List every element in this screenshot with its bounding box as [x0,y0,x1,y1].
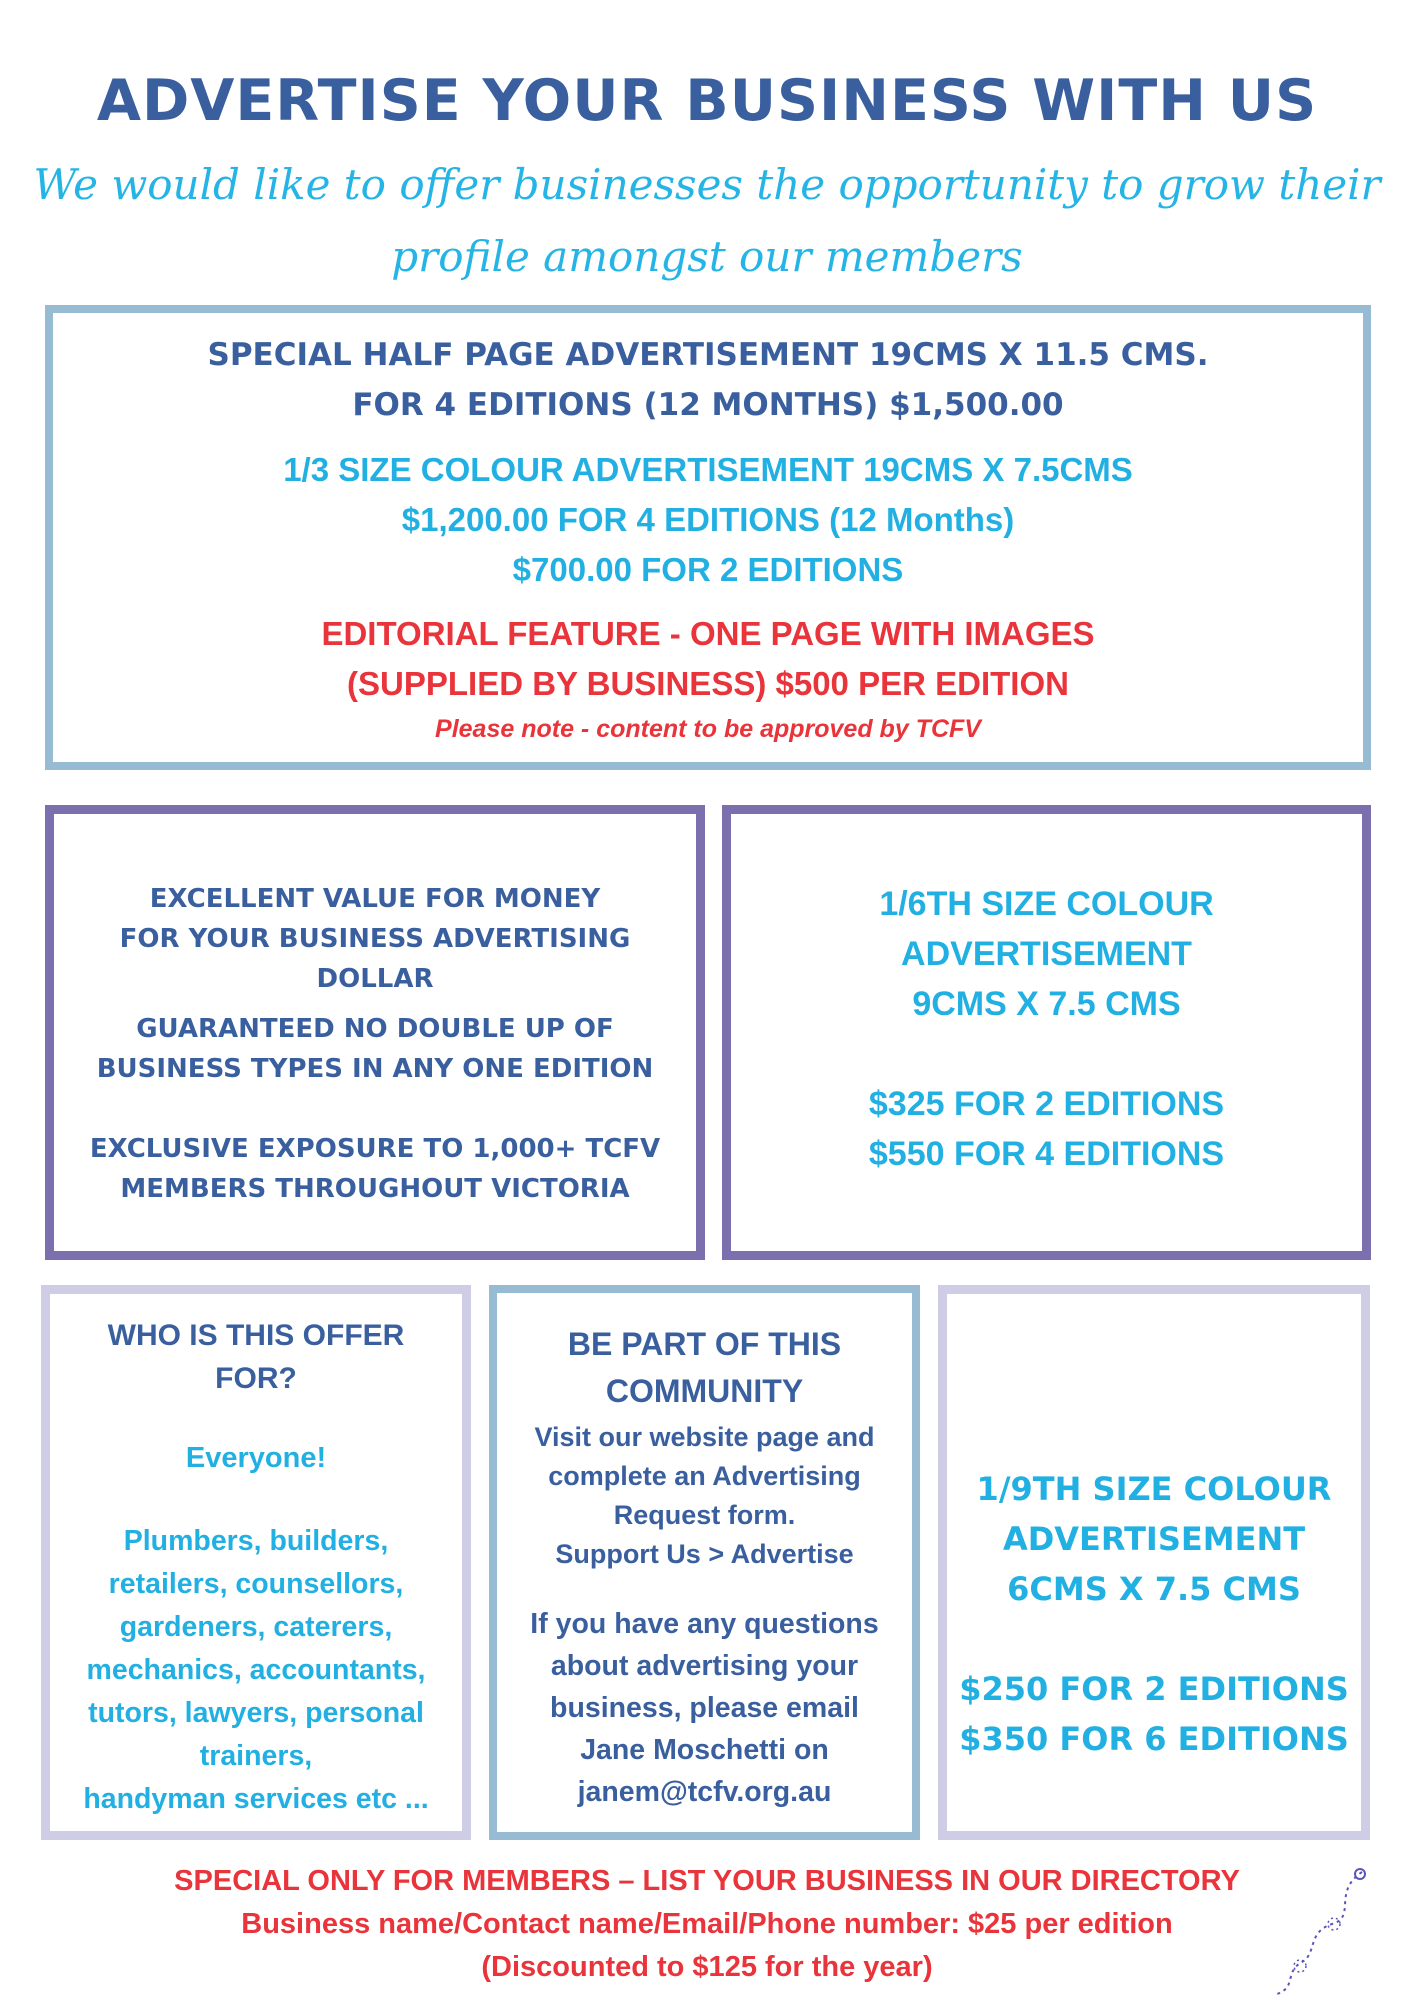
community-visit-line: complete an Advertising [548,1461,861,1491]
ninth-line-2: ADVERTISEMENT [1002,1520,1306,1558]
sixth-line-2: ADVERTISEMENT [901,935,1192,973]
sixth-line-1: 1/6TH SIZE COLOUR [879,885,1214,923]
community-question-line: about advertising your [550,1650,859,1682]
editorial-feature: EDITORIAL FEATURE - ONE PAGE WITH IMAGES [321,615,1095,652]
pricing-box-main [45,305,1371,770]
value-line-5: BUSINESS TYPES IN ANY ONE EDITION [96,1054,654,1084]
ninth-price-2: $350 FOR 6 EDITIONS [959,1720,1349,1758]
community-visit-line: Visit our website page and [534,1422,875,1452]
value-line-4: GUARANTEED NO DOUBLE UP OF [136,1014,614,1044]
sixth-price-2: $550 FOR 4 EDITIONS [868,1135,1225,1173]
who-box [41,1285,471,1840]
footer-discount: (Discounted to $125 for the year) [481,1951,933,1983]
who-everyone: Everyone! [185,1442,327,1474]
who-list-item: trainers, [199,1740,313,1772]
community-visit-line: Request form. [613,1500,796,1530]
community-box [489,1285,920,1840]
half-page-price: FOR 4 EDITIONS (12 MONTHS) $1,500.00 [352,387,1064,423]
who-list-item: mechanics, accountants, [86,1654,426,1686]
community-question-line: If you have any questions [530,1608,879,1640]
sixth-size-box [722,805,1371,1260]
community-question-line: business, please email [550,1692,859,1724]
footer-details: Business name/Contact name/Email/Phone number: $25 per edition [241,1908,1173,1940]
page-title: ADVERTISE YOUR BUSINESS WITH US [96,68,1318,134]
community-heading-1: BE PART OF THIS [567,1326,842,1362]
ninth-size-box [938,1285,1370,1840]
ninth-line-1: 1/9TH SIZE COLOUR [976,1470,1332,1508]
ninth-price-1: $250 FOR 2 EDITIONS [959,1670,1349,1708]
footer-special: SPECIAL ONLY FOR MEMBERS – LIST YOUR BUSINESS IN OUR DIRECTORY [174,1865,1240,1897]
community-heading-2: COMMUNITY [605,1373,804,1409]
ninth-line-3: 6CMS X 7.5 CMS [1007,1570,1301,1608]
value-line-2: FOR YOUR BUSINESS ADVERTISING [119,924,631,954]
third-size-price-2: $700.00 FOR 2 EDITIONS [512,551,904,588]
value-line-3: DOLLAR [316,964,434,994]
community-question-line: Jane Moschetti on [580,1734,829,1766]
who-list-item: gardeners, caterers, [119,1611,393,1643]
third-size-price-4: $1,200.00 FOR 4 EDITIONS (12 Months) [401,501,1015,538]
who-list-item: Plumbers, builders, [123,1525,389,1557]
editorial-price: (SUPPLIED BY BUSINESS) $500 PER EDITION [347,665,1069,702]
sixth-price-1: $325 FOR 2 EDITIONS [868,1085,1225,1123]
who-heading-2: FOR? [215,1362,297,1395]
who-list-item: tutors, lawyers, personal [88,1697,424,1729]
who-list-item: handyman services etc ... [83,1783,429,1815]
approval-note: Please note - content to be approved by TCFV [435,715,981,743]
subtitle-line-1: We would like to offer businesses the opportunity to grow their [33,160,1381,209]
community-visit-line: Support Us > Advertise [555,1539,854,1569]
value-line-1: EXCELLENT VALUE FOR MONEY [149,884,601,914]
who-list-item: retailers, counsellors, [108,1568,404,1600]
value-line-7: MEMBERS THROUGHOUT VICTORIA [120,1174,630,1204]
subtitle-line-2: profile amongst our members [391,232,1023,281]
community-email[interactable]: janem@tcfv.org.au [577,1776,832,1808]
dotted-swirl-decoration [1262,1862,1372,1997]
value-line-6: EXCLUSIVE EXPOSURE TO 1,000+ TCFV [89,1134,661,1164]
value-box [45,805,705,1260]
sixth-line-3: 9CMS X 7.5 CMS [912,985,1181,1023]
who-heading-1: WHO IS THIS OFFER [107,1319,405,1352]
half-page-offer: SPECIAL HALF PAGE ADVERTISEMENT 19CMS X 11.5 CMS. [207,337,1209,373]
third-size-offer: 1/3 SIZE COLOUR ADVERTISEMENT 19CMS X 7.5CMS [283,451,1133,488]
